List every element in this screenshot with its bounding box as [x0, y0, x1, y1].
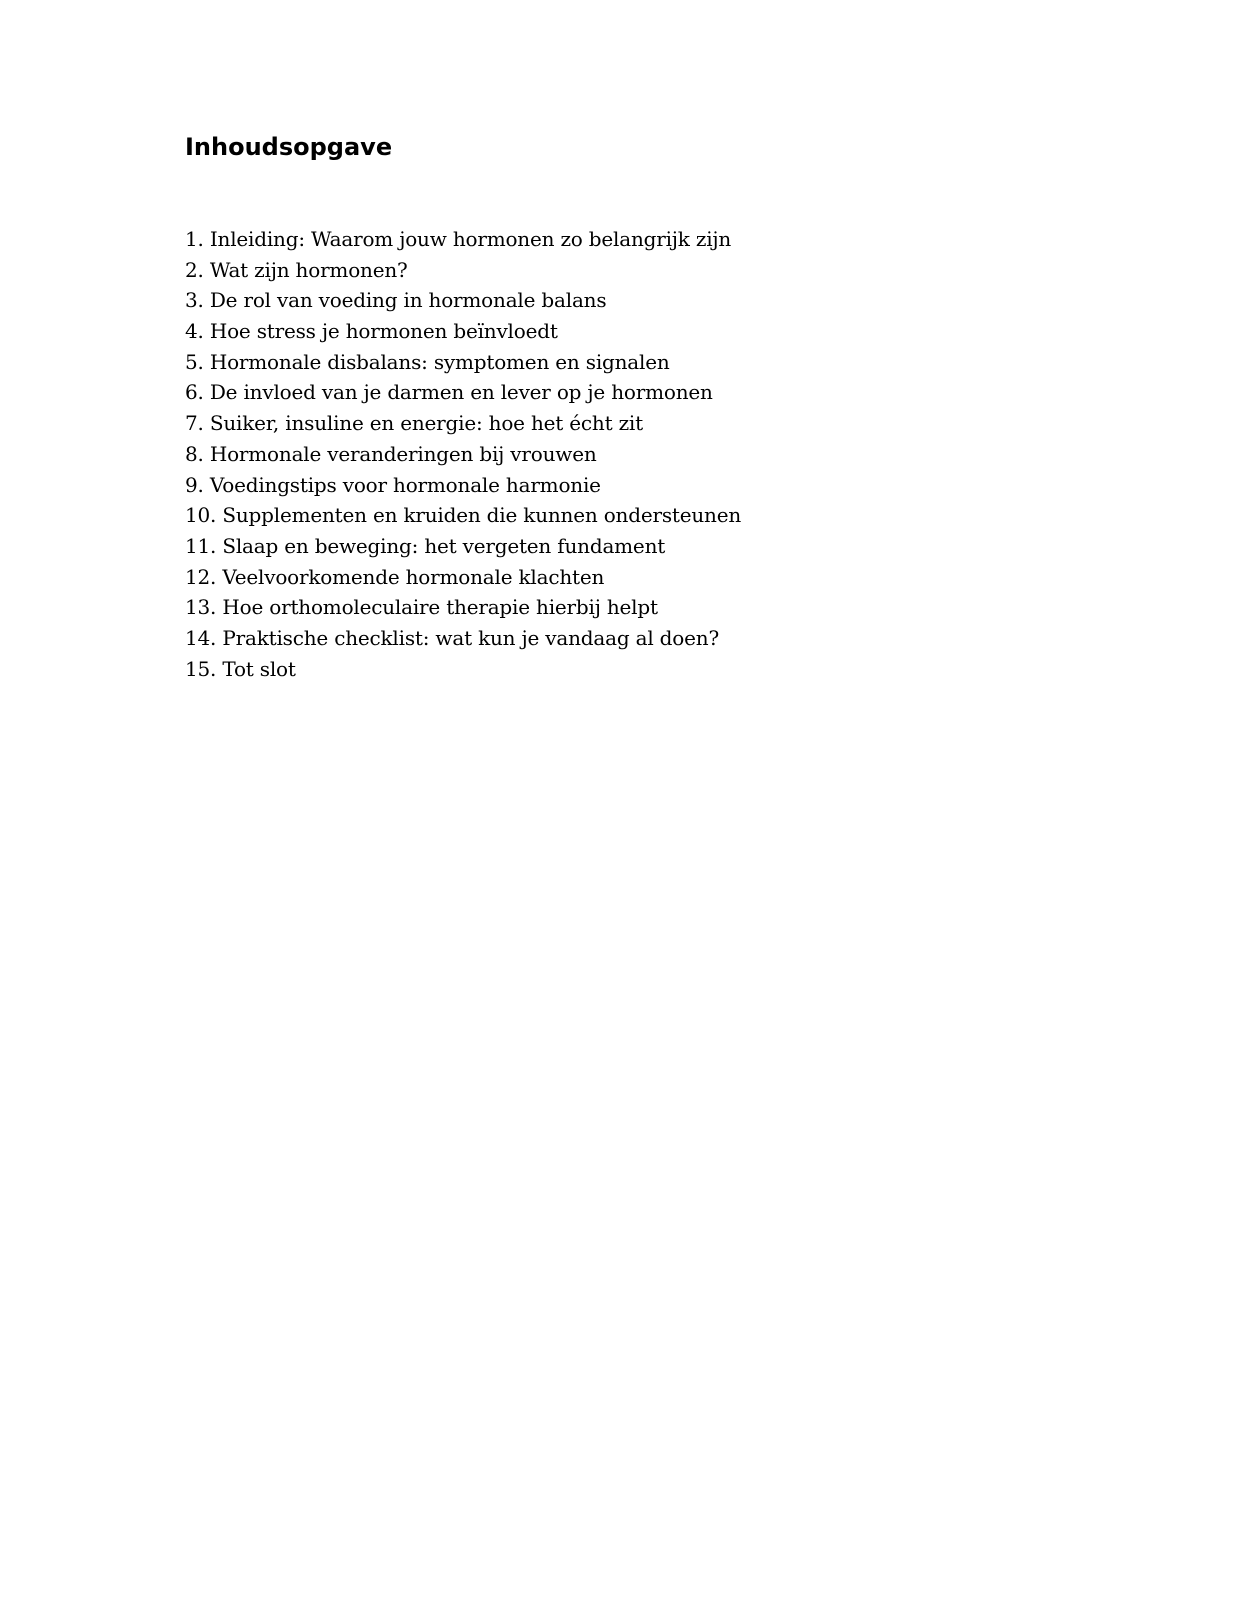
toc-item: 15. Tot slot	[185, 656, 296, 681]
toc-item: 13. Hoe orthomoleculaire therapie hierbij helpt	[185, 595, 658, 620]
toc-item: 6. De invloed van je darmen en lever op je hormonen	[185, 380, 713, 405]
toc-title: Inhoudsopgave	[185, 133, 393, 161]
toc-item: 11. Slaap en beweging: het vergeten fundament	[185, 533, 666, 558]
toc-item: 14. Praktische checklist: wat kun je vandaag al doen?	[185, 625, 719, 650]
toc-item: 8. Hormonale veranderingen bij vrouwen	[185, 441, 597, 466]
toc-item: 5. Hormonale disbalans: symptomen en signalen	[185, 349, 670, 374]
toc-item: 1. Inleiding: Waarom jouw hormonen zo belangrijk zijn	[185, 227, 732, 251]
toc-item: 9. Voedingstips voor hormonale harmonie	[185, 472, 601, 497]
toc-item: 2. Wat zijn hormonen?	[185, 257, 408, 282]
toc-item: 4. Hoe stress je hormonen beïnvloedt	[185, 319, 558, 344]
toc-item: 12. Veelvoorkomende hormonale klachten	[185, 564, 605, 589]
toc-item: 10. Supplementen en kruiden die kunnen ondersteunen	[185, 503, 742, 528]
toc-list	[185, 224, 741, 684]
toc-item: 3. De rol van voeding in hormonale balans	[185, 288, 607, 313]
toc-item: 7. Suiker, insuline en energie: hoe het écht zit	[185, 411, 643, 436]
